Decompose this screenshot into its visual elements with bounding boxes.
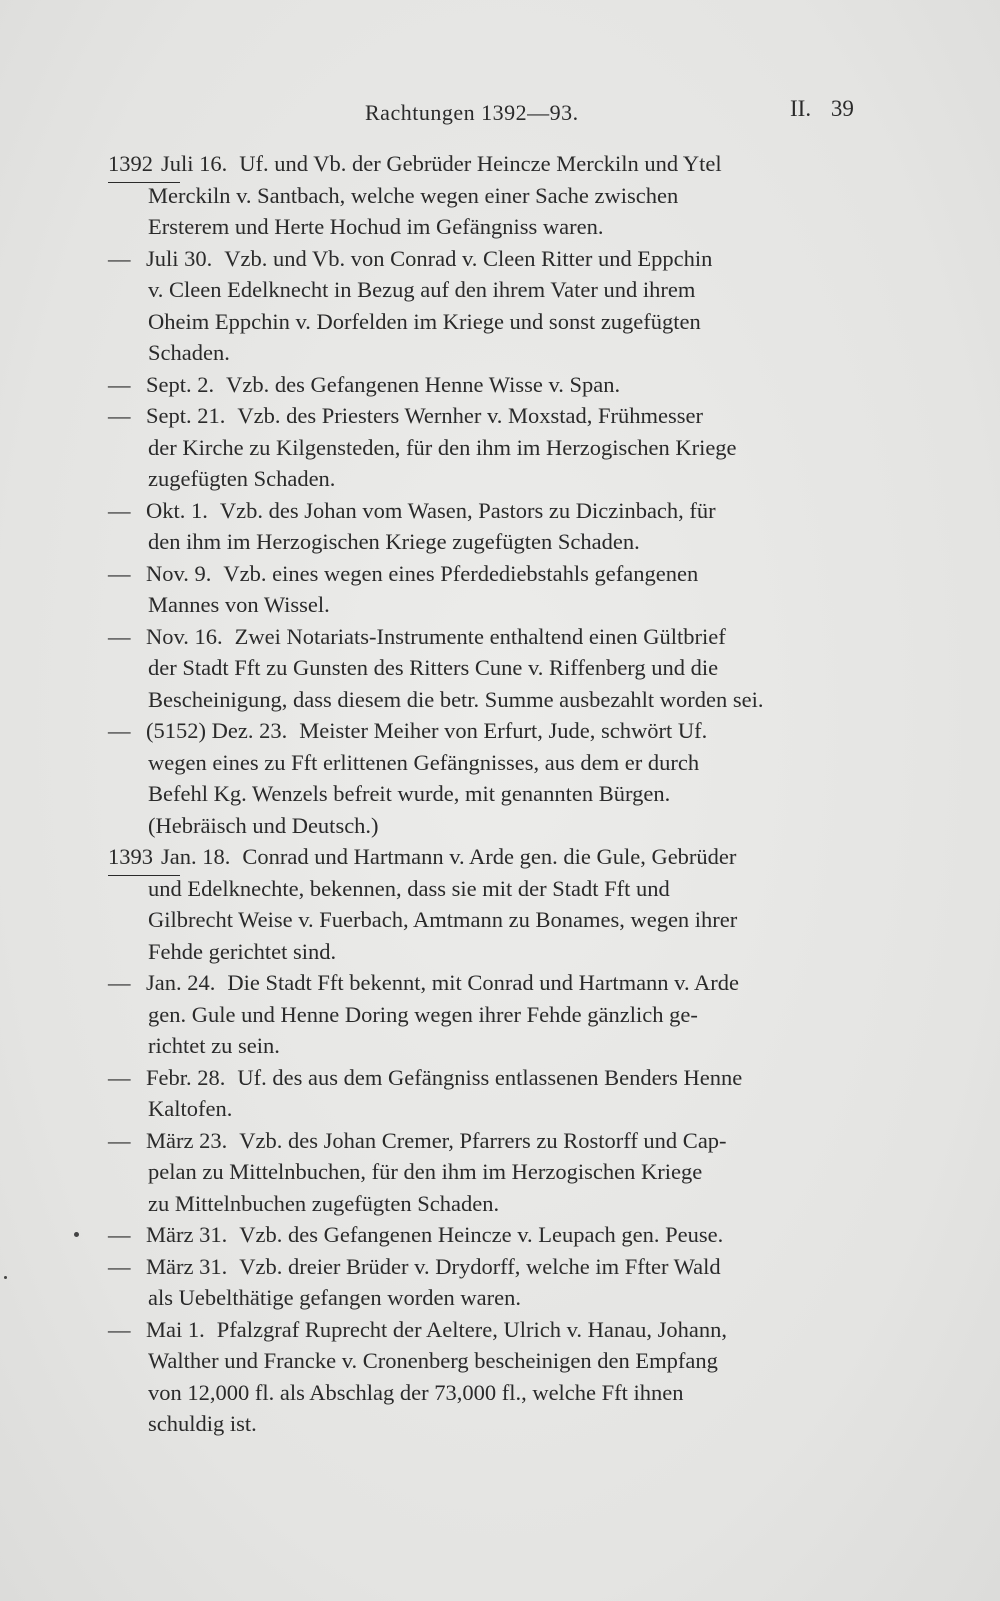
ditto-dash xyxy=(108,558,146,590)
entry-date: Nov. 16. xyxy=(146,623,223,649)
entry-text: Befehl Kg. Wenzels befreit wurde, mit genannten Bürgen. xyxy=(148,781,671,806)
register-entry xyxy=(108,841,868,967)
entry-date: Nov. 9. xyxy=(146,560,212,586)
entry-date: (5152) Dez. 23. xyxy=(146,718,288,743)
year-underline xyxy=(108,182,180,183)
entry-text: Oheim Eppchin v. Dorfelden im Kriege und sonst zugefügten xyxy=(148,308,701,334)
entry-text: Zwei Notariats-Instrumente enthaltend einen Gültbrief xyxy=(234,623,726,649)
entry-text: Kaltofen. xyxy=(148,1096,233,1121)
entry-text: Die Stadt Fft bekennt, mit Conrad und Hartmann v. Arde xyxy=(227,970,739,995)
entry-line xyxy=(108,432,868,464)
ink-speck xyxy=(4,1276,7,1279)
entry-text: den ihm im Herzogischen Kriege zugefügten Schaden. xyxy=(148,529,640,554)
register-entry xyxy=(108,558,868,621)
entry-line xyxy=(108,999,868,1031)
entry-lead-text: 1393 xyxy=(108,844,153,869)
entry-line xyxy=(108,1125,868,1157)
ditto-dash xyxy=(108,1314,146,1346)
entry-lead-text: — xyxy=(108,718,131,743)
register-entry xyxy=(108,1125,868,1220)
register-entry xyxy=(108,967,868,1062)
entry-text: Vzb. des Johan vom Wasen, Pastors zu Diczinbach, für xyxy=(219,497,716,523)
entry-text: Fehde gerichtet sind. xyxy=(148,938,337,964)
entry-line xyxy=(108,274,868,306)
entry-text: Vzb. des Johan Cremer, Pfarrers zu Rostorff und Cap- xyxy=(239,1127,727,1153)
running-title: Rachtungen 1392—93. xyxy=(365,100,579,125)
entry-lead-text: — xyxy=(108,403,131,428)
entry-text: der Kirche zu Kilgensteden, für den ihm im Herzogischen Kriege xyxy=(148,434,737,460)
entry-lead-text: — xyxy=(108,371,131,397)
entry-date: Okt. 1. xyxy=(146,497,208,523)
register-entry xyxy=(108,369,868,401)
entry-text: Uf. des aus dem Gefängniss entlassenen Benders Henne xyxy=(237,1064,743,1090)
ditto-dash xyxy=(108,1219,146,1251)
entry-line xyxy=(108,1188,868,1220)
entry-text: Vzb. eines wegen eines Pferdediebstahls gefangenen xyxy=(223,560,699,586)
entry-date: Juli 30. xyxy=(146,245,213,271)
entry-text: (Hebräisch und Deutsch.) xyxy=(148,812,379,838)
entry-date: Mai 1. xyxy=(146,1316,205,1342)
entry-line xyxy=(108,778,868,810)
entry-line xyxy=(108,526,868,558)
entry-line xyxy=(108,1093,868,1125)
ditto-dash xyxy=(108,621,146,653)
page-number: II. 39 xyxy=(790,96,854,121)
entry-text: der Stadt Fft zu Gunsten des Ritters Cune v. Riffenberg und die xyxy=(148,655,719,680)
entry-line xyxy=(108,936,868,968)
entry-lead-text: — xyxy=(108,497,131,523)
entry-line xyxy=(108,463,868,495)
entry-text: und Edelknechte, bekennen, dass sie mit der Stadt Fft und xyxy=(148,875,670,901)
entry-lead-text: — xyxy=(108,970,131,995)
entry-date: März 31. xyxy=(146,1222,228,1247)
page-header xyxy=(0,96,1000,134)
entry-date: Juli 16. xyxy=(161,151,228,176)
entry-line xyxy=(108,369,868,401)
entry-line xyxy=(108,684,868,716)
entry-text: Schaden. xyxy=(148,340,230,365)
register-entry xyxy=(108,400,868,495)
ditto-dash xyxy=(108,400,146,432)
register-entry xyxy=(108,148,868,243)
ditto-dash xyxy=(108,369,146,401)
entry-text: Ersterem und Herte Hochud im Gefängniss waren. xyxy=(148,214,604,239)
entry-line xyxy=(108,243,868,275)
ditto-dash xyxy=(108,1251,146,1283)
register-entry xyxy=(108,621,868,716)
entry-line xyxy=(108,1251,868,1283)
ditto-dash xyxy=(108,495,146,527)
entry-lead-text: — xyxy=(108,1127,131,1153)
entry-line xyxy=(108,495,868,527)
entry-text: Vzb. des Gefangenen Heincze v. Leupach gen. Peuse. xyxy=(239,1222,724,1247)
entry-date: Febr. 28. xyxy=(146,1064,226,1090)
entry-line xyxy=(108,1062,868,1094)
entry-text: Walther und Francke v. Cronenberg bescheinigen den Empfang xyxy=(148,1348,718,1373)
entry-text: richtet zu sein. xyxy=(148,1033,280,1058)
entry-lead-text: 1392 xyxy=(108,151,153,176)
entry-line xyxy=(108,1156,868,1188)
entry-text: Vzb. und Vb. von Conrad v. Cleen Ritter und Eppchin xyxy=(224,245,713,271)
register-entry xyxy=(108,715,868,841)
entry-line xyxy=(108,306,868,338)
entry-text: wegen eines zu Fft erlittenen Gefängnisses, aus dem er durch xyxy=(148,749,700,775)
entry-text: Uf. und Vb. der Gebrüder Heincze Merckiln und Ytel xyxy=(239,151,722,176)
entry-lead-text: — xyxy=(108,1253,131,1279)
register-entry xyxy=(108,495,868,558)
entry-line xyxy=(108,1030,868,1062)
entry-year xyxy=(108,841,153,873)
entry-line xyxy=(108,715,868,747)
entry-line xyxy=(108,810,868,842)
entry-text: Bescheinigung, dass diesem die betr. Summe ausbezahlt worden sei. xyxy=(148,686,764,712)
entry-lead-text: — xyxy=(108,1064,131,1090)
entry-text: schuldig ist. xyxy=(148,1411,257,1436)
entry-date: Jan. 18. xyxy=(161,844,231,869)
entry-lead-text: — xyxy=(108,245,131,271)
entry-date: Jan. 24. xyxy=(146,970,216,995)
entry-text: von 12,000 fl. als Abschlag der 73,000 fl., welche Fft ihnen xyxy=(148,1379,684,1405)
ditto-dash xyxy=(108,715,146,747)
entry-date: Sept. 21. xyxy=(146,403,226,428)
entry-text: zu Mittelnbuchen zugefügten Schaden. xyxy=(148,1190,500,1216)
entry-text: als Uebelthätige gefangen worden waren. xyxy=(148,1285,521,1310)
entry-date: März 31. xyxy=(146,1253,228,1279)
entry-text: v. Cleen Edelknecht in Bezug auf den ihrem Vater und ihrem xyxy=(148,277,696,302)
entry-line xyxy=(108,747,868,779)
entry-year xyxy=(108,148,153,180)
entry-line xyxy=(108,967,868,999)
entry-lead-text: — xyxy=(108,623,131,649)
entry-text: Mannes von Wissel. xyxy=(148,592,330,617)
entry-line xyxy=(108,841,868,873)
entry-line xyxy=(108,1408,868,1440)
entry-date: März 23. xyxy=(146,1127,228,1153)
entry-line xyxy=(108,621,868,653)
entry-line xyxy=(108,558,868,590)
register-entries xyxy=(108,148,868,1440)
year-underline xyxy=(108,875,180,876)
entry-line xyxy=(108,180,868,212)
entry-text: Pfalzgraf Ruprecht der Aeltere, Ulrich v. Hanau, Johann, xyxy=(216,1316,727,1342)
entry-lead-text: — xyxy=(108,560,131,586)
entry-date: Sept. 2. xyxy=(146,371,215,397)
entry-line xyxy=(108,1345,868,1377)
entry-line xyxy=(108,1377,868,1409)
ditto-dash xyxy=(108,967,146,999)
entry-text: zugefügten Schaden. xyxy=(148,466,336,491)
entry-line xyxy=(108,652,868,684)
entry-lead-text: — xyxy=(108,1222,131,1247)
entry-line xyxy=(108,904,868,936)
ditto-dash xyxy=(108,1125,146,1157)
entry-text: gen. Gule und Henne Doring wegen ihrer Fehde gänzlich ge- xyxy=(148,1001,698,1027)
entry-text: Vzb. des Gefangenen Henne Wisse v. Span. xyxy=(226,371,621,397)
register-entry xyxy=(108,1314,868,1440)
entry-line xyxy=(108,1314,868,1346)
entry-line xyxy=(108,1282,868,1314)
entry-text: pelan zu Mittelnbuchen, für den ihm im Herzogischen Kriege xyxy=(148,1159,703,1184)
entry-line xyxy=(108,873,868,905)
entry-text: Gilbrecht Weise v. Fuerbach, Amtmann zu Bonames, wegen ihrer xyxy=(148,907,738,932)
entry-line xyxy=(108,337,868,369)
entry-line xyxy=(108,1219,868,1251)
entry-text: Conrad und Hartmann v. Arde gen. die Gule, Gebrüder xyxy=(242,844,737,869)
entry-lead-text: — xyxy=(108,1316,131,1342)
entry-line xyxy=(108,211,868,243)
ditto-dash xyxy=(108,243,146,275)
entry-line xyxy=(108,589,868,621)
register-entry xyxy=(108,1219,868,1251)
register-entry xyxy=(108,1062,868,1125)
entry-text: Vzb. dreier Brüder v. Drydorff, welche im Ffter Wald xyxy=(239,1253,721,1279)
entry-line xyxy=(108,400,868,432)
entry-text: Merckiln v. Santbach, welche wegen einer Sache zwischen xyxy=(148,182,679,208)
ink-speck xyxy=(74,1232,79,1237)
entry-line xyxy=(108,148,868,180)
entry-text: Meister Meiher von Erfurt, Jude, schwört Uf. xyxy=(299,718,708,743)
entry-text: Vzb. des Priesters Wernher v. Moxstad, Frühmesser xyxy=(237,403,703,428)
register-entry xyxy=(108,243,868,369)
register-entry xyxy=(108,1251,868,1314)
ditto-dash xyxy=(108,1062,146,1094)
